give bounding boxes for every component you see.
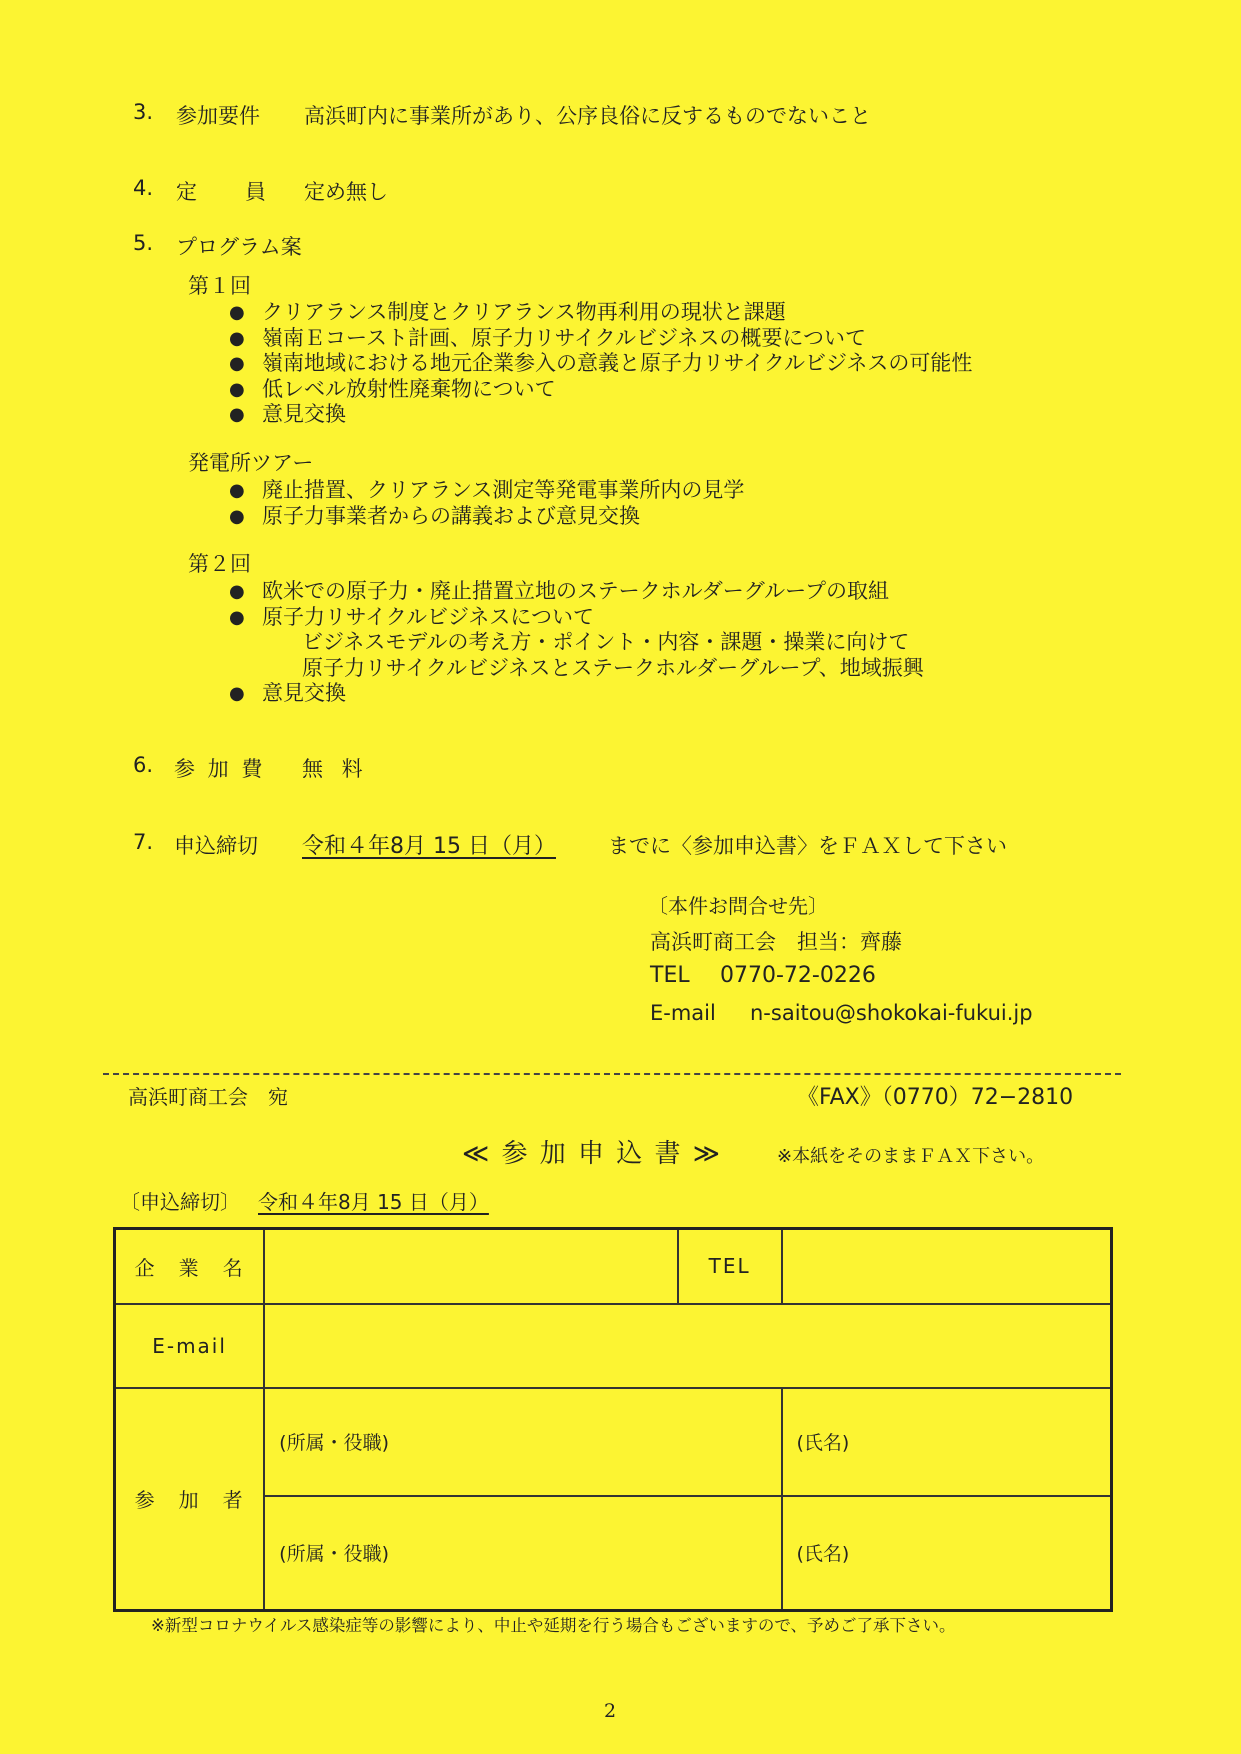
program-round2-heading: 第２回 — [188, 552, 251, 576]
program-tour-list — [229, 478, 745, 529]
footer-note: ※新型コロナウイルス感染症等の影響により、中止や延期を行う場合もございますので、予めご了承下さい。 — [151, 1616, 956, 1635]
form-addressee: 高浜町商工会 宛 — [128, 1085, 288, 1109]
email-label: E-mail — [115, 1304, 265, 1388]
bullet-icon: ● — [229, 302, 245, 323]
section-7-title: 申込締切 — [174, 834, 258, 858]
list-item: ● 意見交換 — [229, 402, 346, 426]
section-6-number: 6. — [133, 753, 154, 777]
section-7-date: 令和４年8月 15 日（月） — [302, 834, 556, 859]
cut-line-divider — [103, 1073, 1121, 1075]
section-5-number: 5. — [133, 231, 154, 255]
program-round1-heading: 第１回 — [188, 274, 251, 298]
participant-label: 参 加 者 — [115, 1388, 265, 1611]
bullet-icon: ● — [229, 404, 245, 425]
bullet-icon: ● — [229, 505, 245, 527]
participant-2-name-field[interactable]: (氏名) — [782, 1496, 1112, 1611]
list-item-sub: 原子力リサイクルビジネスとステークホルダーグループ、地域振興 — [302, 655, 924, 680]
section-6-value: 無 料 — [302, 757, 369, 781]
page-number: 2 — [604, 1700, 617, 1722]
list-item: ● 欧米での原子力・廃止措置立地のステークホルダーグループの取組 — [229, 579, 890, 603]
section-4-title-a: 定 — [176, 180, 197, 204]
tel-field[interactable] — [782, 1229, 1112, 1304]
participant-2-affiliation-field[interactable]: (所属・役職) — [264, 1496, 781, 1611]
program-tour-heading: 発電所ツアー — [188, 451, 314, 475]
form-note: ※本紙をそのままＦＡＸ下さい。 — [777, 1146, 1045, 1167]
bullet-icon: ● — [229, 581, 245, 602]
bullet-icon: ● — [229, 606, 245, 628]
bullet-icon: ● — [229, 327, 245, 349]
company-field[interactable] — [264, 1229, 678, 1304]
section-3-title: 参加要件 — [176, 104, 260, 128]
bullet-icon: ● — [229, 353, 245, 374]
list-item: ● 原子力リサイクルビジネスについて — [229, 604, 595, 629]
section-3-value: 高浜町内に事業所があり、公序良俗に反するものでないこと — [304, 104, 871, 128]
list-item: ● 廃止措置、クリアランス測定等発電事業所内の見学 — [229, 478, 745, 502]
form-title: ≪ 参 加 申 込 書 ≫ — [462, 1139, 723, 1169]
section-5-title: プログラム案 — [176, 235, 302, 259]
section-6-title: 参 加 費 — [174, 757, 266, 781]
program-round2-list — [229, 579, 924, 707]
section-4-title-b: 員 — [245, 180, 266, 204]
section-4-value: 定め無し — [304, 180, 388, 204]
participant-1-affiliation-field[interactable]: (所属・役職) — [264, 1388, 781, 1496]
list-item: ● 意見交換 — [229, 681, 346, 705]
tel-label: TEL — [678, 1229, 782, 1304]
list-item: ● 嶺南Ｅコースト計画、原子力リサイクルビジネスの概要について — [229, 325, 866, 350]
email-field[interactable] — [264, 1304, 1111, 1388]
application-form-table — [113, 1227, 1113, 1612]
section-7-value: までに〈参加申込書〉をＦＡＸして下さい — [608, 834, 1007, 858]
bullet-icon: ● — [229, 683, 245, 704]
company-label: 企 業 名 — [115, 1229, 265, 1304]
list-item: ● 原子力事業者からの講義および意見交換 — [229, 503, 640, 528]
section-4-number: 4. — [133, 176, 154, 200]
contact-tel: 0770-72-0226 — [720, 963, 876, 988]
contact-heading: 〔本件お問合せ先〕 — [648, 894, 828, 918]
contact-email-label: E-mail — [650, 1001, 716, 1025]
list-item: ● 低レベル放射性廃棄物について — [229, 376, 556, 401]
contact-org: 高浜町商工会 担当：齊藤 — [650, 930, 902, 954]
bullet-icon: ● — [229, 378, 245, 400]
bullet-icon: ● — [229, 480, 245, 501]
form-deadline-label: 〔申込締切〕 — [120, 1190, 240, 1214]
section-3-number: 3. — [133, 100, 154, 124]
form-fax-number: 《FAX》（0770）72−2810 — [797, 1085, 1074, 1110]
contact-tel-label: TEL — [650, 963, 690, 988]
list-item: ● 嶺南地域における地元企業参入の意義と原子力リサイクルビジネスの可能性 — [229, 351, 973, 375]
form-deadline-date: 令和４年8月 15 日（月） — [258, 1190, 489, 1214]
contact-email[interactable]: n-saitou@shokokai-fukui.jp — [750, 1001, 1033, 1025]
program-round1-list — [229, 300, 973, 428]
participant-1-name-field[interactable]: (氏名) — [782, 1388, 1112, 1496]
list-item: ● クリアランス制度とクリアランス物再利用の現状と課題 — [229, 300, 786, 324]
section-7-number: 7. — [133, 830, 154, 854]
list-item-sub: ビジネスモデルの考え方・ポイント・内容・課題・操業に向けて — [302, 630, 910, 654]
